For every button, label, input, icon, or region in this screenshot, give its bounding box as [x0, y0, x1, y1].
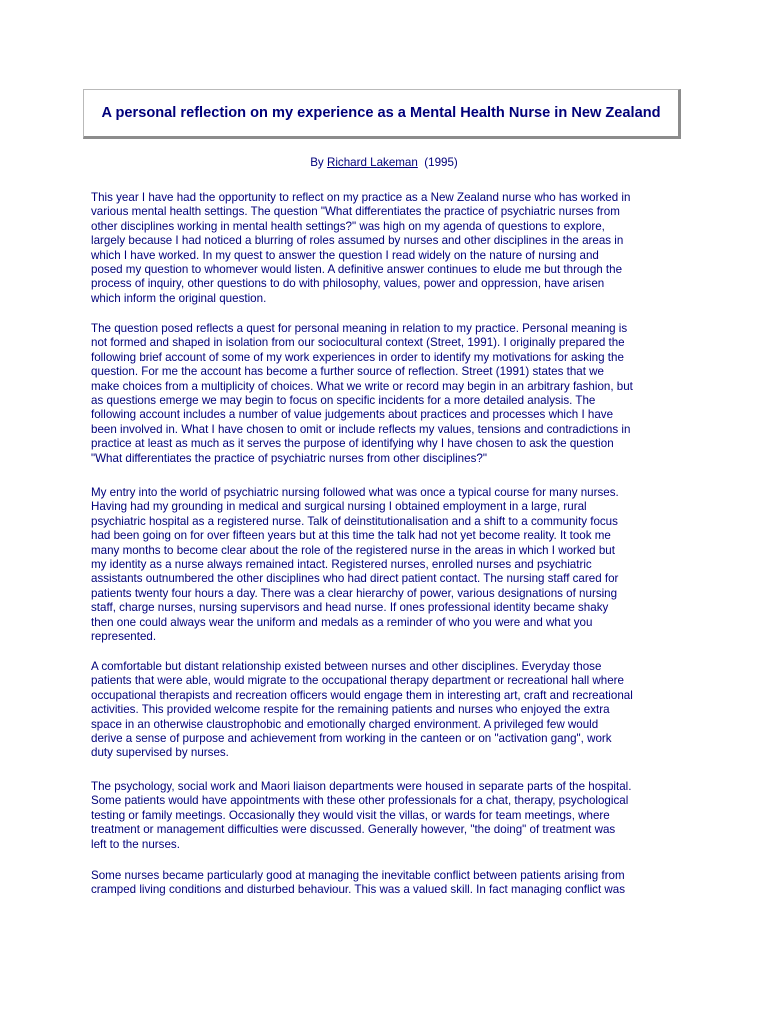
- paragraph-line: question. For me the account has become a further source of reflection. Street (1991) states that we: [91, 365, 604, 379]
- paragraph-line: been involved in. What I have chosen to omit or include reflects my values, tensions and contradictions in: [91, 422, 631, 436]
- paragraph-line: My entry into the world of psychiatric nursing followed what was once a typical course for many nurses.: [91, 486, 619, 499]
- paragraph-line: which I have worked. In my quest to answer the question I read widely on the nature of nursing and: [91, 248, 599, 262]
- paragraph-line: then one could always wear the uniform and medals as a reminder of who you were and what you: [91, 615, 593, 629]
- paragraph-line: various mental health settings. The question "What differentiates the practice of psychiatric nurses from: [91, 205, 620, 219]
- paragraph-line: other disciplines working in mental health settings?" was high on my agenda of questions to explore,: [91, 219, 605, 233]
- paragraph-1: [91, 191, 691, 306]
- paragraph-line: assistants outnumbered the other disciplines who had direct patient contact. The nursing staff cared for: [91, 572, 619, 586]
- paragraph-line: largely because I had noticed a blurring of roles assumed by nurses and other disciplines in the areas in: [91, 234, 624, 248]
- paragraph-line: cramped living conditions and disturbed behaviour. This was a valued skill. In fact managing conflict was: [91, 883, 626, 897]
- paragraph-line: space in an otherwise claustrophobic and emotionally charged environment. A privileged few would: [91, 717, 599, 731]
- byline-prefix: By: [310, 156, 324, 169]
- paragraph-line: make choices from a multiplicity of choices. What we write or record may begin in an arbitrary fashion, but: [91, 379, 633, 393]
- byline-year: (1995): [424, 156, 458, 169]
- paragraph-line: occupational therapists and recreation officers would engage them in interesting art, craft and recreational: [91, 688, 633, 702]
- author-link[interactable]: Richard Lakeman: [326, 156, 418, 169]
- paragraph-line: left to the nurses.: [91, 837, 180, 851]
- paragraph-line: The psychology, social work and Maori liaison departments were housed in separate parts of the hospital.: [91, 780, 632, 793]
- paragraph-line: following brief account of some of my work experiences in order to identify my motivations for asking the: [91, 350, 624, 364]
- paragraph-line: following account includes a number of value judgements about practices and processes which I have: [91, 408, 614, 422]
- paragraph-line: duty supervised by nurses.: [91, 746, 229, 760]
- paragraph-line: my identity as a nurse always remained intact. Registered nurses, enrolled nurses and psychiatric: [91, 558, 592, 572]
- paragraph-line: "What differentiates the practice of psychiatric nurses from other disciplines?": [91, 451, 487, 465]
- paragraph-line: Some nurses became particularly good at managing the inevitable conflict between patients arising from: [91, 869, 625, 882]
- title-box: [83, 89, 681, 139]
- paragraph-line: testing or family meetings. Occasionally they would visit the villas, or wards for team meetings, where: [91, 808, 610, 822]
- paragraph-line: Some patients would have appointments with these other professionals for a chat, therapy, psychological: [91, 794, 629, 808]
- paragraph-line: This year I have had the opportunity to reflect on my practice as a New Zealand nurse who has worked in: [91, 191, 631, 204]
- page-title: A personal reflection on my experience as a Mental Health Nurse in New Zealand: [101, 105, 661, 121]
- paragraph-5: [91, 780, 691, 852]
- paragraph-2: [91, 322, 691, 466]
- paragraph-line: not formed and shaped in isolation from our sociocultural context (Street, 1991). I originally prepared the: [91, 336, 625, 350]
- paragraph-line: The question posed reflects a quest for personal meaning in relation to my practice. Personal meaning is: [91, 322, 628, 335]
- paragraph-line: as questions emerge we may begin to focus on specific incidents for a more detailed analysis. The: [91, 394, 596, 408]
- paragraph-line: had been going on for over fifteen years but at this time the talk had not yet become reality. It took me: [91, 529, 611, 543]
- paragraph-line: which inform the original question.: [91, 291, 267, 305]
- paragraph-line: psychiatric hospital as a registered nurse. Talk of deinstitutionalisation and a shift to a community focus: [91, 514, 618, 528]
- paragraph-line: A comfortable but distant relationship existed between nurses and other disciplines. Everyday those: [91, 660, 602, 673]
- paragraph-line: patients twenty four hours a day. There was a clear hierarchy of power, various designations of nursing: [91, 586, 618, 600]
- paragraph-line: treatment or management difficulties were discussed. Generally however, "the doing" of treatment was: [91, 823, 616, 837]
- paragraph-line: staff, charge nurses, nursing supervisors and head nurse. If ones professional identity became shaky: [91, 601, 609, 615]
- paragraph-line: posed my question to whomever would listen. A definitive answer continues to elude me but through the: [91, 263, 623, 277]
- paragraph-4: [91, 660, 691, 761]
- paragraph-line: Having had my grounding in medical and surgical nursing I obtained employment in a large, rural: [91, 500, 587, 514]
- paragraph-line: patients that were able, would migrate to the occupational therapy department or recreational hall where: [91, 674, 624, 688]
- paragraph-line: practice at least as much as it serves the purpose of identifying why I have chosen to ask the question: [91, 437, 614, 451]
- paragraph-line: process of inquiry, other questions to do with philosophy, values, power and oppression, have arisen: [91, 277, 605, 291]
- paragraph-6: [91, 869, 691, 898]
- paragraph-line: represented.: [91, 630, 157, 644]
- paragraph-line: derive a sense of purpose and achievement from working in the canteen or on "activation gang", work: [91, 732, 612, 746]
- paragraph-line: activities. This provided welcome respite for the remaining patients and nurses who enjoyed the extra: [91, 703, 610, 717]
- byline: [0, 156, 768, 170]
- paragraph-line: many months to become clear about the role of the registered nurse in the areas in which I worked but: [91, 543, 615, 557]
- paragraph-3: [91, 486, 691, 644]
